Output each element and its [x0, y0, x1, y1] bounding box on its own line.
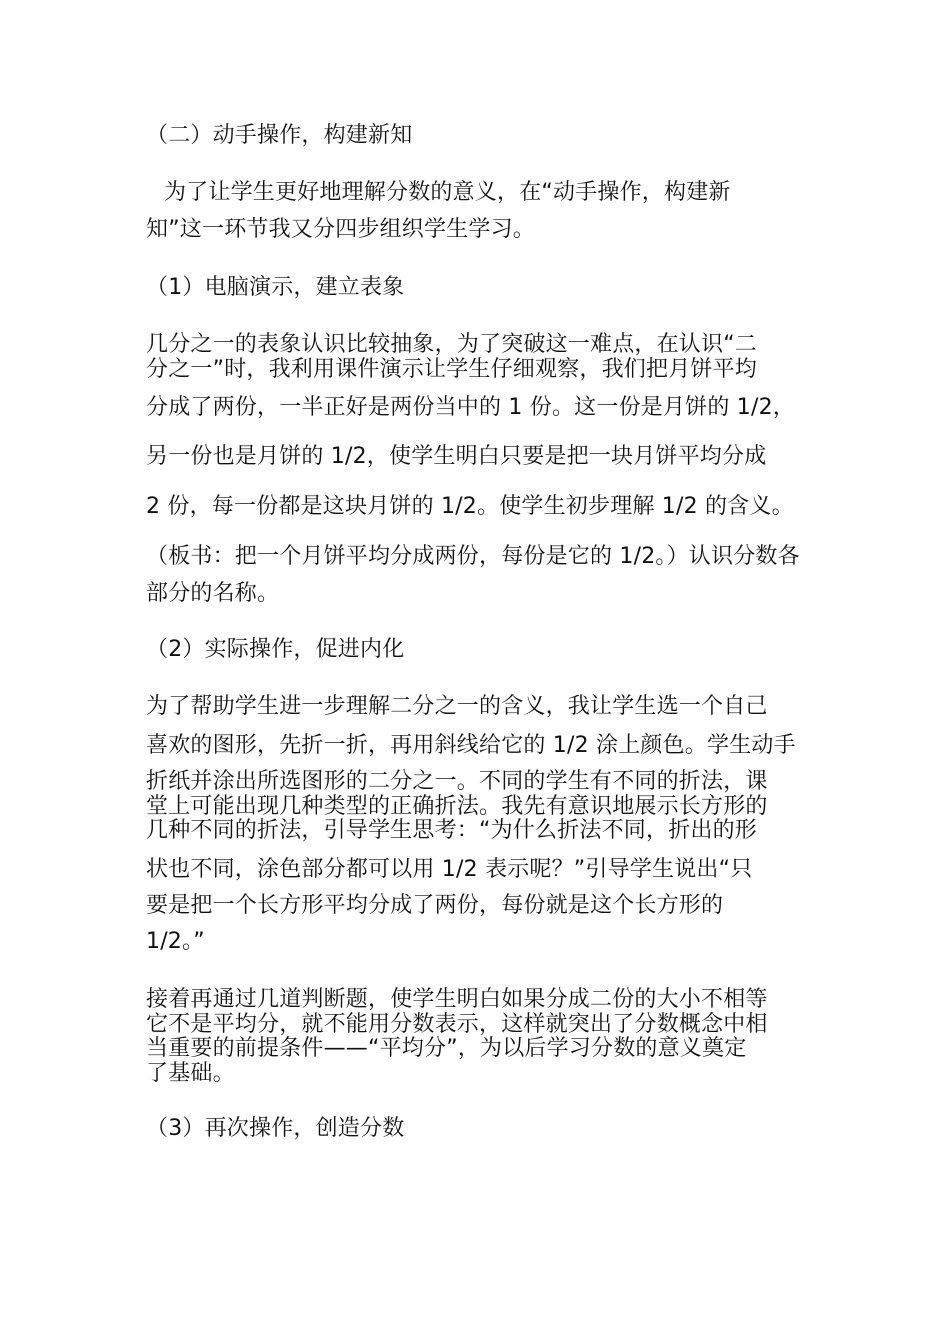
step1-para1-line-1: 几分之一的表象认识比较抽象，为了突破这一难点，在认识“二: [146, 332, 757, 357]
intro-line-1: 为了让学生更好地理解分数的意义，在“动手操作，构建新: [164, 180, 731, 205]
step2-para2-line-2: 它不是平均分，就不能用分数表示，这样就突出了分数概念中相: [146, 1012, 768, 1037]
intro-line-2: 知”这一环节我又分四步组织学生学习。: [146, 217, 535, 242]
step1-para1-line-5: 2 份，每一份都是这块月饼的 1/2。使学生初步理解 1/2 的含义。: [146, 494, 794, 519]
step2-heading: （2）实际操作，促进内化: [146, 637, 405, 662]
step2-para1-line-2: 喜欢的图形，先折一折，再用斜线给它的 1/2 涂上颜色。学生动手: [146, 733, 796, 758]
step1-para1-line-4: 另一份也是月饼的 1/2，使学生明白只要是把一块月饼平均分成: [146, 444, 767, 469]
step2-para1-line-5: 几种不同的折法，引导学生思考：“为什么折法不同，折出的形: [146, 818, 757, 843]
step2-para1-line-4: 堂上可能出现几种类型的正确折法。我先有意识地展示长方形的: [146, 794, 768, 819]
step1-heading: （1）电脑演示，建立表象: [146, 275, 405, 300]
step2-para2-line-1: 接着再通过几道判断题，使学生明白如果分成二份的大小不相等: [146, 987, 768, 1012]
step3-heading: （3）再次操作，创造分数: [146, 1116, 405, 1141]
step2-para1-line-8: 1/2。”: [146, 929, 205, 954]
step1-para2-line-2: 部分的名称。: [146, 581, 280, 606]
step2-para1-line-6: 状也不同，涂色部分都可以用 1/2 表示呢？”引导学生说出“只: [146, 857, 753, 882]
step2-para2-line-4: 了基础。: [146, 1061, 235, 1086]
step2-para1-line-7: 要是把一个长方形平均分成了两份，每份就是这个长方形的: [146, 893, 724, 918]
section-heading: （二）动手操作，构建新知: [146, 123, 413, 148]
step2-para1-line-3: 折纸并涂出所选图形的二分之一。不同的学生有不同的折法，课: [146, 769, 768, 794]
step1-para1-line-3: 分成了两份，一半正好是两份当中的 1 份。这一份是月饼的 1/2，: [146, 395, 795, 420]
step2-para2-line-3: 当重要的前提条件——“平均分”，为以后学习分数的意义奠定: [146, 1036, 747, 1061]
step1-para2-line-1: （板书：把一个月饼平均分成两份，每份是它的 1/2。）认识分数各: [146, 544, 800, 569]
step1-para1-line-2: 分之一”时，我利用课件演示让学生仔细观察，我们把月饼平均: [146, 357, 757, 382]
step2-para1-line-1: 为了帮助学生进一步理解二分之一的含义，我让学生选一个自己: [146, 694, 768, 719]
